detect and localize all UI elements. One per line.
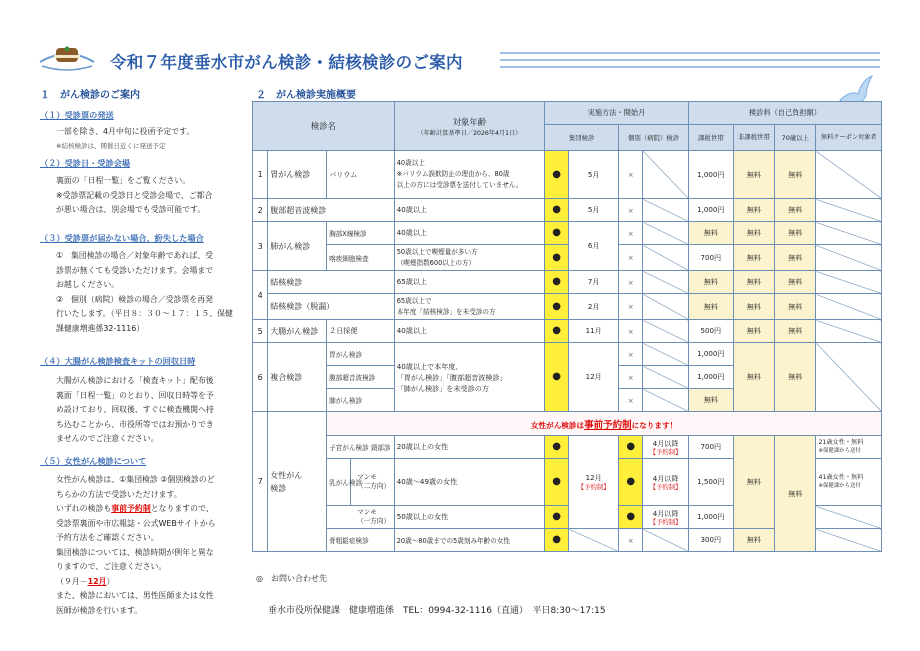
- s1-heading: （１）受診票の発送: [40, 110, 114, 120]
- s5-heading: （５）女性がん検診について: [40, 456, 147, 466]
- indiv-dot: ●: [619, 436, 643, 459]
- table-row: 腹部超音波検診 × 1,000円: [253, 366, 882, 389]
- table-row: 3 肺がん検診 胸部X線検診 40歳以上 ● 6月 × 無料 無料 無料: [253, 222, 882, 245]
- cross-mark: ×: [619, 294, 643, 320]
- cross-mark: ×: [619, 245, 643, 271]
- reservation-notice: 女性がん検診は事前予約制になります！: [327, 412, 882, 436]
- s4-text: 大腸がん検診における「検査キット」配布後 裏面「日程一覧」のとおり、回収日時等を予 め設けており、回収後、すぐに検査機関へ持 ち込むことから、市役所等ではお預かりでき ませんのでご注意ください。: [56, 376, 214, 443]
- table-row: 肺がん検診 × 無料: [253, 389, 882, 412]
- group-dot: ●: [545, 506, 569, 529]
- cross-mark: ×: [619, 389, 643, 412]
- group-dot: ●: [545, 320, 569, 343]
- s2-text: 裏面の「日程一覧」をご覧ください。 ※受診票記載の受診日と受診会場で、ご都合 が悪い場合は、別会場でも受診可能です。: [56, 176, 213, 214]
- indiv-dot: ●: [619, 459, 643, 506]
- cross-mark: ×: [619, 366, 643, 389]
- table-row: 6 複合検診 胃がん検診 40歳以上で本年度、 「胃がん検診」「腹部超音波検診」 「肺がん検診」を未受診の方 ● 12月 × 1,000円 無料 無料: [253, 343, 882, 366]
- s1-text: 一部を除き、4月中旬に投函予定です。: [56, 127, 195, 136]
- group-dot: ●: [545, 199, 569, 222]
- section1-heading: １ がん検診のご案内: [40, 90, 140, 101]
- cross-mark: ×: [619, 529, 643, 552]
- section2-heading: ２ がん検診実施概要: [256, 90, 356, 101]
- table-row: 骨粗鬆症検診 20歳～80歳までの5歳刻み年齢の女性 ● × 300円 無料: [253, 529, 882, 552]
- s2-heading: （２）受診日・受診会場: [40, 158, 131, 168]
- table-row: マンモ （一方向） 50歳以上の女性 ● ● 4月以降 【予約制】 1,000円: [253, 506, 882, 529]
- table-row: 乳がん検診 マンモ （二方向） 40歳～49歳の女性 ● ● 4月以降 【予約制】 1,500円 41歳女性・無料 ※保健課から送付: [253, 459, 882, 506]
- table-row: 結核検診（脱漏） 65歳以上で 本年度「結核検診」を未受診の方 ● 2月 × 無料 無料 無料: [253, 294, 882, 320]
- table-row: 5 大腸がん検診 ２日採便 40歳以上 ● 11月 × 500円 無料 無料: [253, 320, 882, 343]
- header-row-1: 検診名 対象年齢 （年齢計算基準日／2026年4月1日） 実施方法・開始月 検診料（自己負担額）: [253, 102, 882, 125]
- table-row: 7 女性がん 検診 女性がん検診は事前予約制になります！: [253, 412, 882, 436]
- s3-heading: （３）受診票が届かない場合、紛失した場合: [40, 233, 204, 243]
- group-dot: ●: [545, 151, 569, 199]
- table-row: 1 胃がん検診 バリウム 40歳以上 ※バリウム誤飲防止の理由から、80歳 以上の方には受診票を送付していません。 ● 5月 × 1,000円 無料 無料: [253, 151, 882, 199]
- cross-mark: ×: [619, 271, 643, 294]
- group-dot: ●: [545, 529, 569, 552]
- contact-heading: ◎ お問い合わせ先: [256, 574, 327, 583]
- indiv-dot: ●: [619, 506, 643, 529]
- s3-text: ① 集団検診の場合／対象年齢であれば、受 診票が無くても受診いただけます。会場まで お越しください。 ② 個別（病院）検診の場合／受診票を再発 行いたします。（平日８：３０～１７：１５、保健 課健康増進係32-1116）: [56, 251, 233, 333]
- s5-text: 女性がん検診は、①集団検診 ②個別検診のど ちらかの方法で受診いただけます。 いずれの検診も事前予約制となりますので、 受診票裏面や市広報誌・公式WEBサイトから 予約方法をご確認ください。 集団検診については、検診時期が例年と異な りますので、ご注意ください。 （９月－12月） また、検診においては、男性医師または女性 医師が検診を行います。: [56, 475, 216, 615]
- table-row: 2 腹部超音波検診 40歳以上 ● 5月 × 1,000円 無料 無料: [253, 199, 882, 222]
- cross-mark: ×: [619, 222, 643, 245]
- city-mascot-logo: [38, 42, 96, 76]
- screening-table: [252, 101, 882, 552]
- group-dot: ●: [545, 436, 569, 459]
- table-row: 子宮がん検診 頸部診 20歳以上の女性 ● 12月 【予約制】 ● 4月以降 【予約制】 700円 無料 無料 21歳女性・無料 ※保健課から送付: [253, 436, 882, 459]
- group-dot: ●: [545, 343, 569, 412]
- s1-note: ※結核検診は、開催日近くに発送予定: [56, 142, 166, 150]
- group-dot: ●: [545, 459, 569, 506]
- group-dot: ●: [545, 271, 569, 294]
- header-stripes: [500, 52, 880, 73]
- header-row-2: 集団検診 個別（病院）検診 課税世帯 非課税世帯 70歳以上 無料クーポン対象者: [253, 125, 882, 151]
- table-row: 喀痰細胞検査 50歳以上で喫煙量が多い方 （喫煙指数600以上の方） ● × 700円 無料 無料: [253, 245, 882, 271]
- contact-info: 垂水市役所保健課 健康増進係 TEL：0994-32-1116（直通） 平日8:30～17:15: [268, 606, 606, 616]
- table-row: 4 結核検診 65歳以上 ● 7月 × 無料 無料 無料: [253, 271, 882, 294]
- s4-heading: （４）大腸がん検診検査キットの回収日時: [40, 356, 196, 366]
- page-title: 令和７年度垂水市がん検診・結核検診のご案内: [110, 53, 463, 72]
- group-dot: ●: [545, 222, 569, 245]
- cross-mark: ×: [619, 343, 643, 366]
- group-dot: ●: [545, 294, 569, 320]
- cross-mark: ×: [619, 320, 643, 343]
- cross-mark: ×: [619, 199, 643, 222]
- cross-mark: ×: [619, 151, 643, 199]
- group-dot: ●: [545, 245, 569, 271]
